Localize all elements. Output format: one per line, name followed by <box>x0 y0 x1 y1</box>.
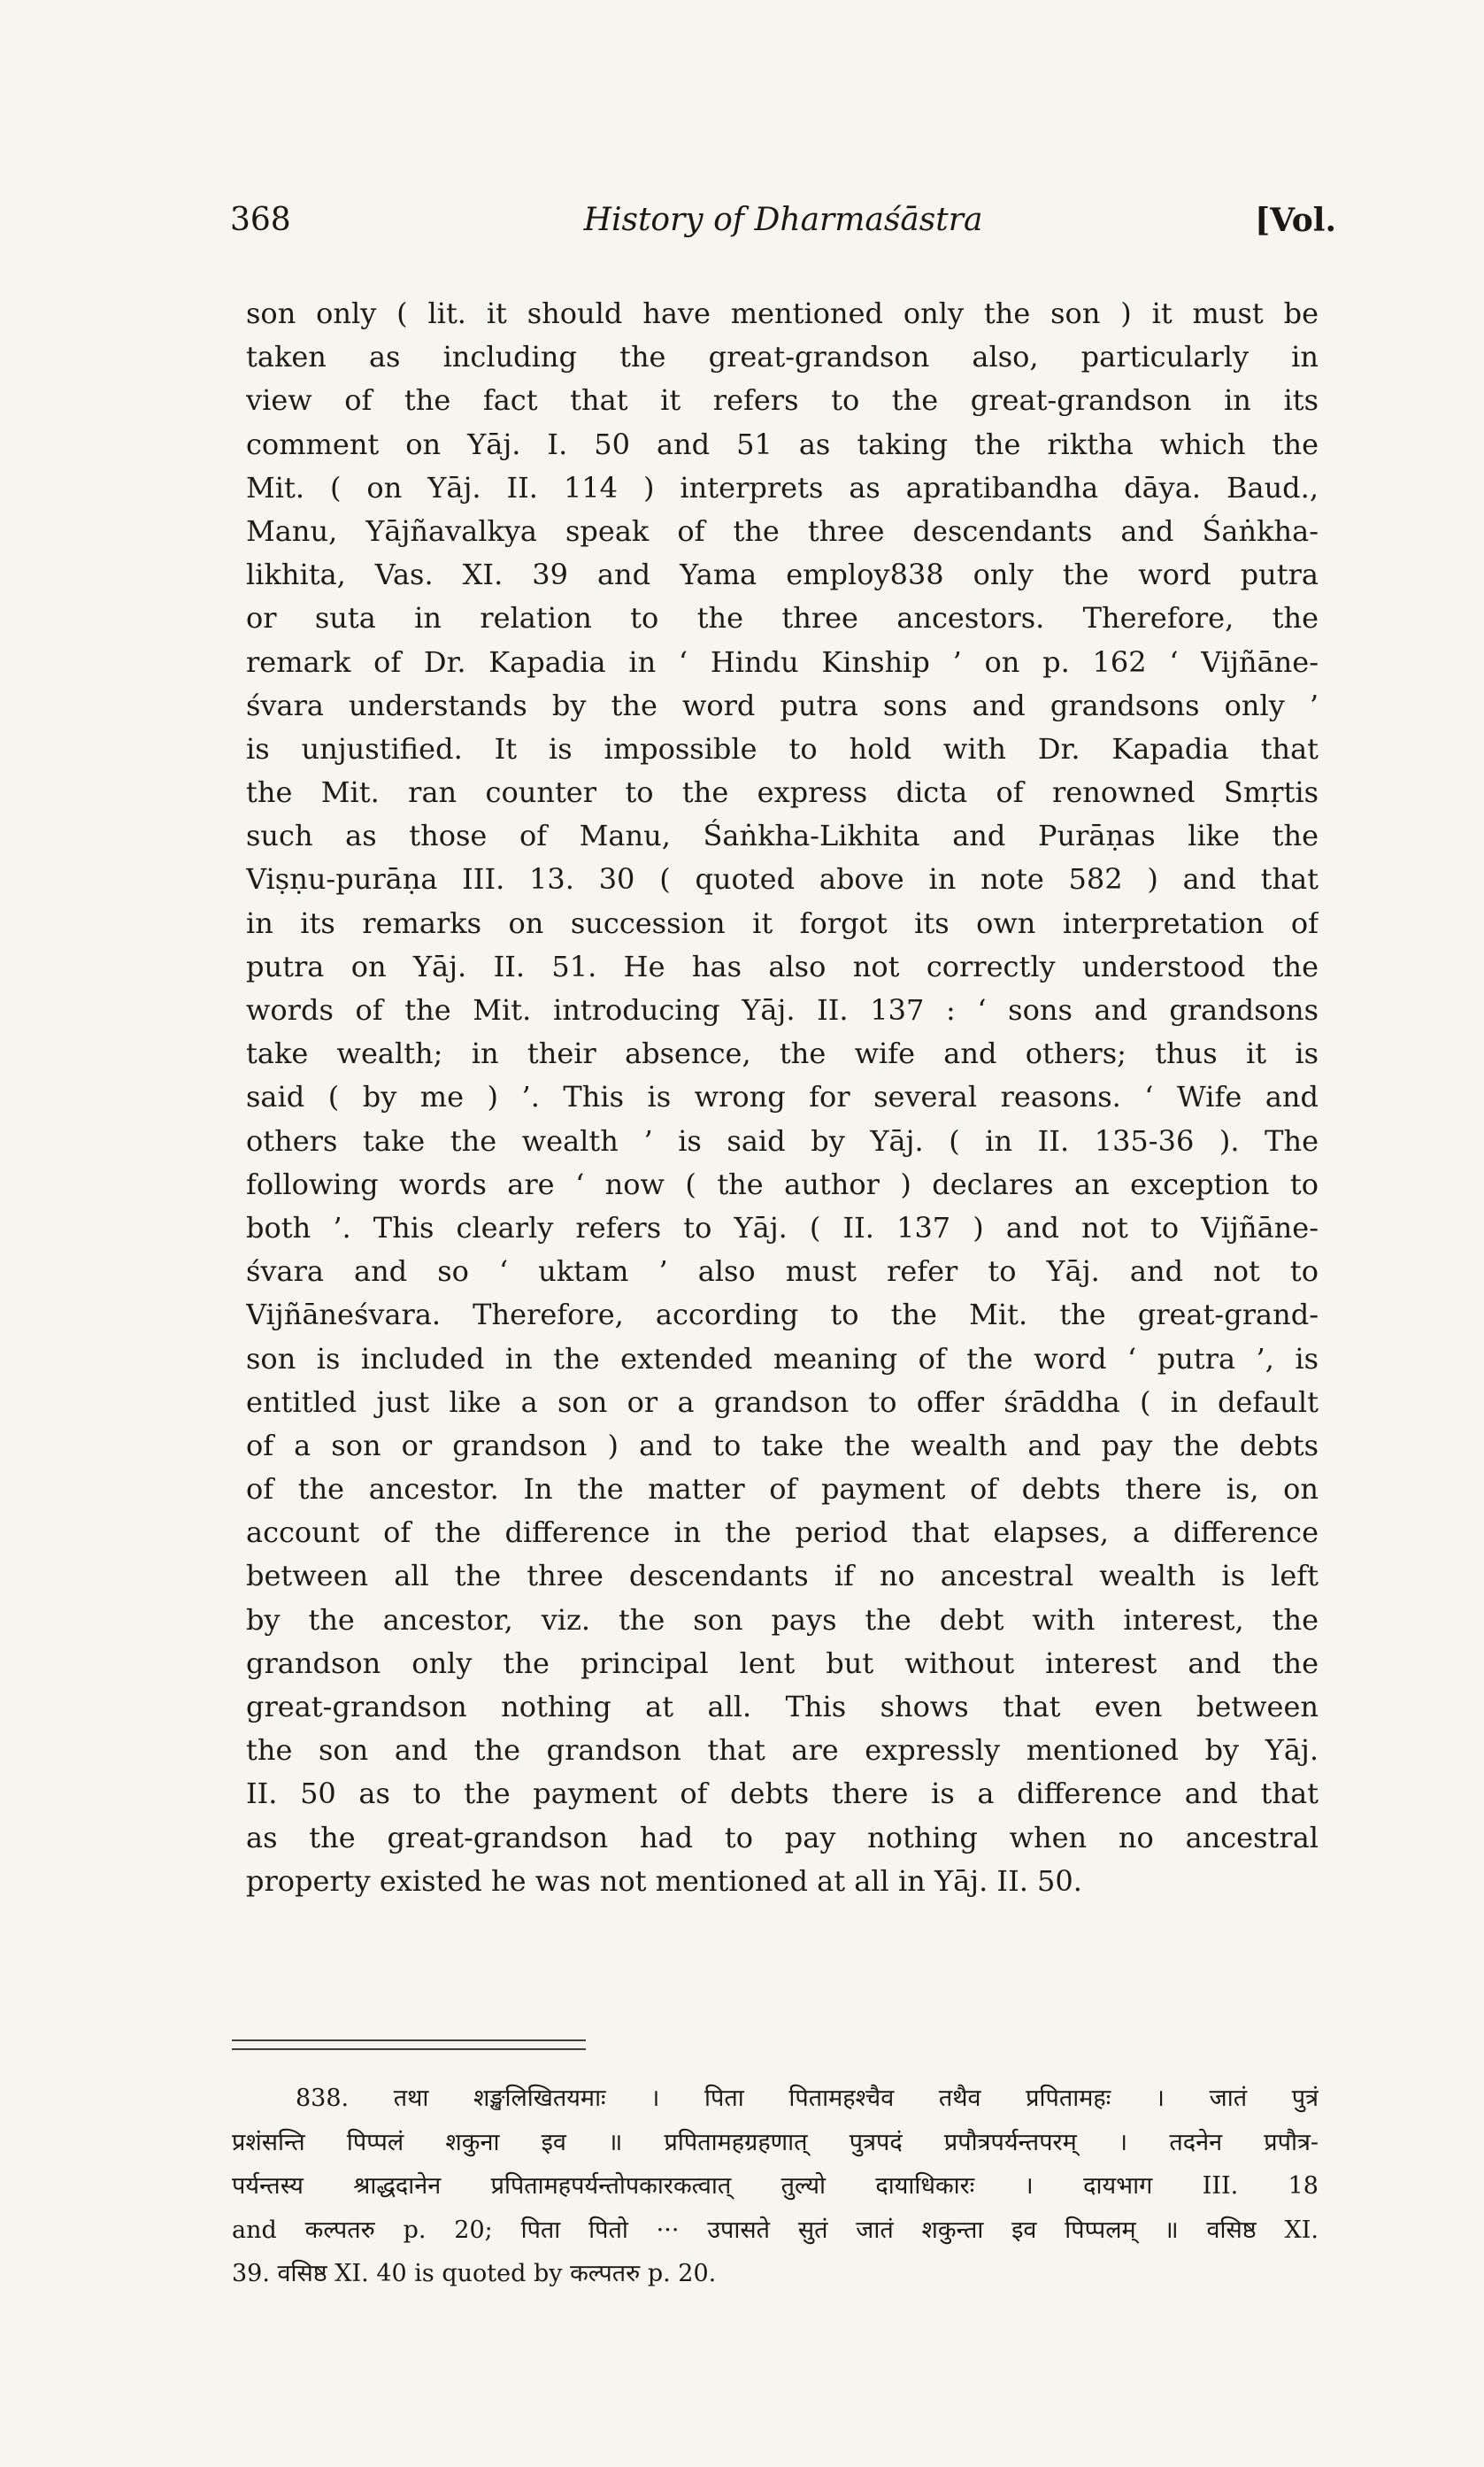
body-line: or suta in relation to the three ancestors. Therefore, the <box>246 601 1319 636</box>
body-line: such as those of Manu, Śaṅkha-Likhita and Purāṇas like the <box>246 819 1319 853</box>
body-line: II. 50 as to the payment of debts there is a difference and that <box>246 1777 1319 1811</box>
footnote-line: प्रशंसन्ति पिप्पलं शकुना इव ॥ प्रपितामहग्रहणात् पुत्रपदं प्रपौत्रपर्यन्तपरम् । तदनेन प्रपौत्र- <box>232 2128 1319 2156</box>
body-line: take wealth; in their absence, the wife and others; thus it is <box>246 1037 1319 1071</box>
body-line: the son and the grandson that are expressly mentioned by Yāj. <box>246 1733 1319 1768</box>
body-line: entitled just like a son or a grandson to offer śrāddha ( in default <box>246 1384 1319 1419</box>
body-line: śvara understands by the word putra sons and grandsons only ’ <box>246 688 1319 722</box>
body-line: śvara and so ‘ uktam ’ also must refer to Yāj. and not to <box>246 1254 1319 1289</box>
body-line: grandson only the principal lent but without interest and the <box>246 1646 1319 1680</box>
body-line: likhita, Vas. XI. 39 and Yama employ838 only the word putra <box>246 558 1319 592</box>
body-line: view of the fact that it refers to the great-grandson in its <box>246 383 1319 418</box>
body-line: the Mit. ran counter to the express dicta of renowned Smṛtis <box>246 775 1319 810</box>
body-line: Manu, Yājñavalkya speak of the three descendants and Śaṅkha- <box>246 513 1319 548</box>
body-line: son only ( lit. it should have mentioned only the son ) it must be <box>246 297 1319 330</box>
body-line: Vijñāneśvara. Therefore, according to the Mit. the great-grand- <box>246 1298 1319 1332</box>
body-line: as the great-grandson had to pay nothing when no ancestral <box>246 1820 1319 1854</box>
body-line: in its remarks on succession it forgot its own interpretation of <box>246 906 1319 940</box>
page-number: 368 <box>230 202 291 238</box>
body-line: Mit. ( on Yāj. II. 114 ) interprets as apratibandha dāya. Baud., <box>246 470 1319 505</box>
body-line: putra on Yāj. II. 51. He has also not correctly understood the <box>246 949 1319 983</box>
page-header <box>230 202 1336 248</box>
footnote <box>232 2077 1319 2296</box>
body-line: said ( by me ) ’. This is wrong for several reasons. ‘ Wife and <box>246 1080 1319 1114</box>
footnote-line: 838. तथा शङ्खलिखितयमाः । पिता पितामहश्चैव तथैव प्रपितामहः । जातं पुत्रं <box>296 2085 1319 2112</box>
body-line: taken as including the great-grandson also, particularly in <box>246 340 1319 374</box>
body-line: account of the difference in the period that elapses, a difference <box>246 1515 1319 1550</box>
body-text <box>246 292 1319 1903</box>
body-line: great-grandson nothing at all. This shows that even between <box>246 1690 1319 1723</box>
body-line: remark of Dr. Kapadia in ‘ Hindu Kinship ’ on p. 162 ‘ Vijñāne- <box>246 644 1319 679</box>
footnote-line: 39. वसिष्ठ XI. 40 is quoted by कल्पतरु p. 20. <box>232 2260 717 2287</box>
body-line: following words are ‘ now ( the author ) declares an exception to <box>246 1167 1319 1201</box>
body-line: Viṣṇu-purāṇa III. 13. 30 ( quoted above in note 582 ) and that <box>246 862 1319 897</box>
body-line: of the ancestor. In the matter of payment of debts there is, on <box>246 1472 1319 1507</box>
body-line: property existed he was not mentioned at all in Yāj. II. 50. <box>246 1863 1082 1898</box>
body-line: is unjustified. It is impossible to hold with Dr. Kapadia that <box>246 731 1319 766</box>
body-line: of a son or grandson ) and to take the wealth and pay the debts <box>246 1428 1319 1462</box>
running-title: History of Dharmaśāstra <box>583 202 983 238</box>
body-line: comment on Yāj. I. 50 and 51 as taking the riktha which the <box>246 427 1319 461</box>
volume-label: [Vol. <box>1255 202 1336 239</box>
body-line: others take the wealth ’ is said by Yāj. ( in II. 135-36 ). The <box>246 1123 1319 1158</box>
footnote-line: पर्यन्तस्य श्राद्धदानेन प्रपितामहपर्यन्तोपकारकत्वात् तुल्यो दायाधिकारः । दायभाग III. 18 <box>232 2172 1319 2200</box>
body-line: son is included in the extended meaning of the word ‘ putra ’, is <box>246 1341 1319 1376</box>
footnote-separator <box>232 2039 586 2050</box>
body-line: words of the Mit. introducing Yāj. II. 137 : ‘ sons and grandsons <box>246 993 1319 1027</box>
body-line: by the ancestor, viz. the son pays the debt with interest, the <box>246 1602 1319 1637</box>
body-line: between all the three descendants if no ancestral wealth is left <box>246 1559 1319 1593</box>
footnote-line: and कल्पतरु p. 20; पिता पितो ··· उपासते सुतं जातं शकुन्ता इव पिप्पलम् ॥ वसिष्ठ XI. <box>232 2216 1319 2244</box>
body-line: both ’. This clearly refers to Yāj. ( II. 137 ) and not to Vijñāne- <box>246 1210 1319 1245</box>
